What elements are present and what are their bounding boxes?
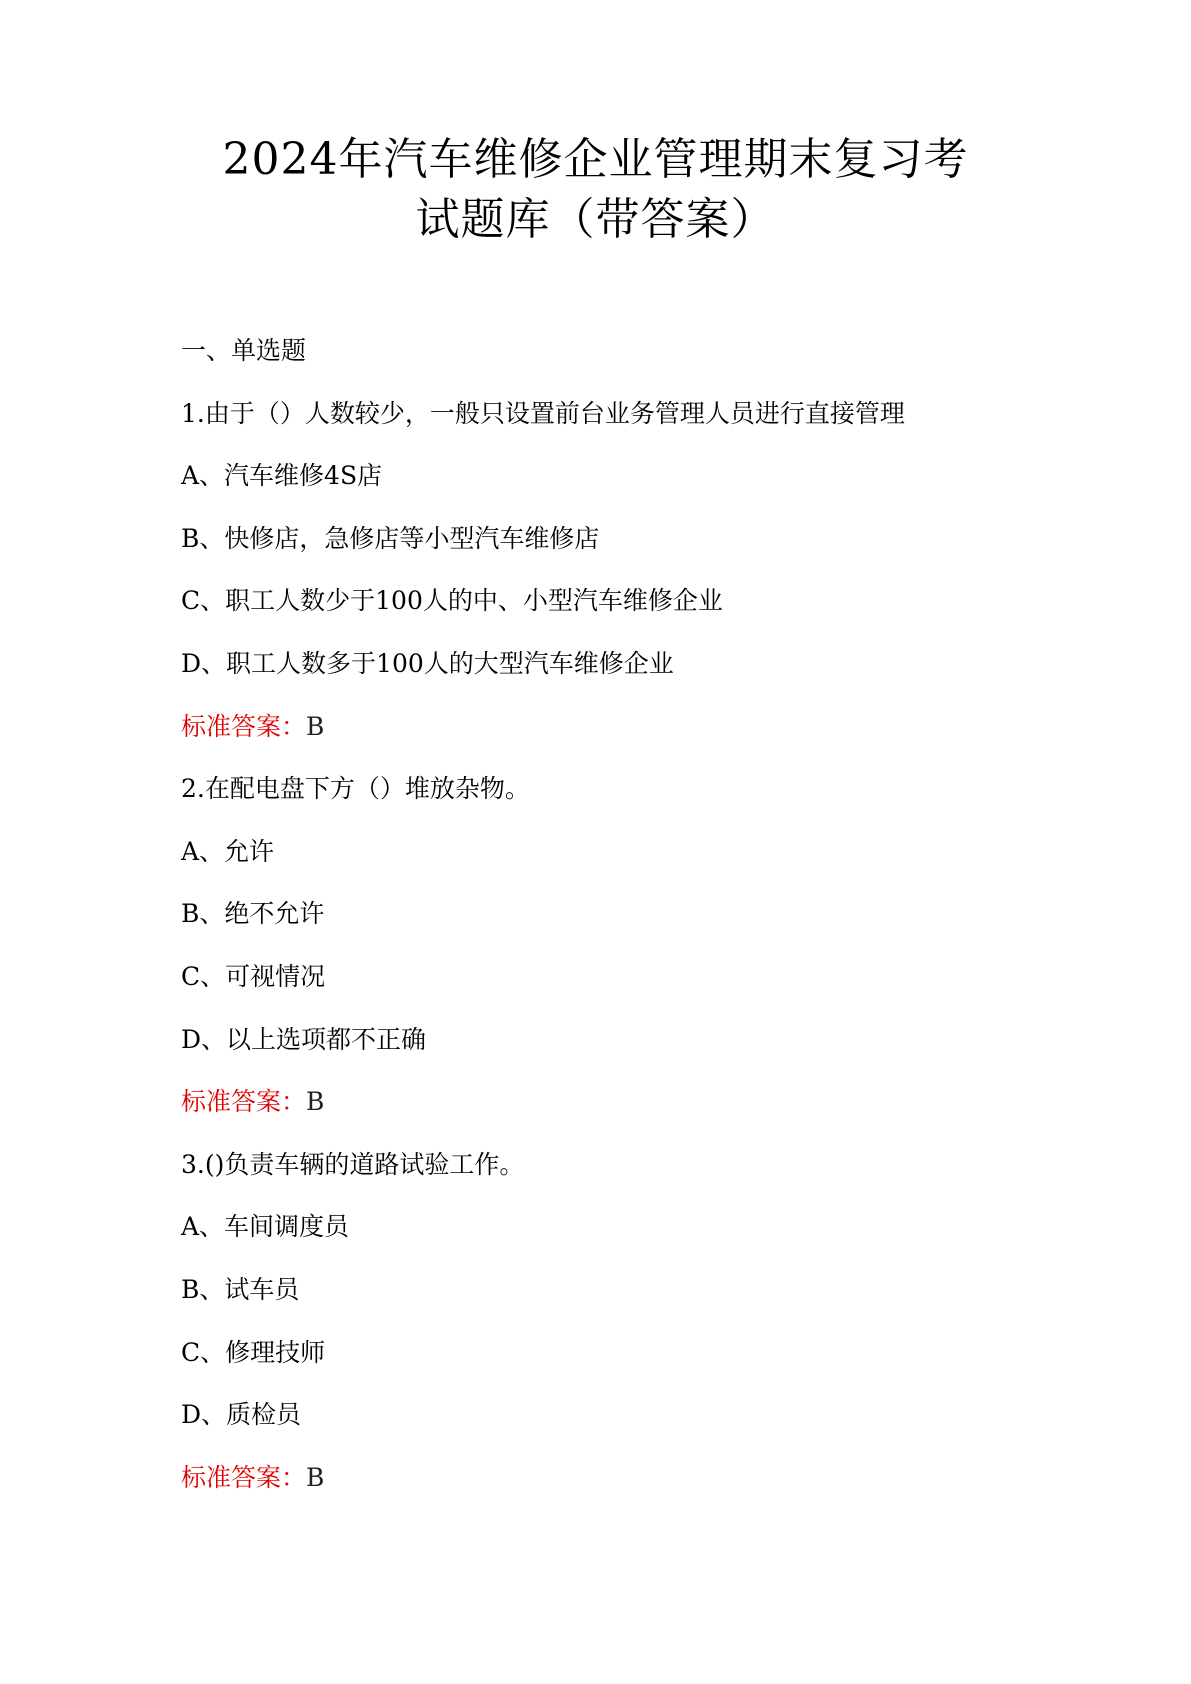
question-option: C、修理技师: [181, 1337, 326, 1367]
document-body: [181, 334, 1081, 1523]
document-title-line-1: 2024年汽车维修企业管理期末复习考: [222, 134, 969, 185]
section-heading: 一、单选题: [181, 336, 307, 365]
question-option: A、车间调度员: [181, 1212, 350, 1242]
question-stem: 2.在配电盘下方（）堆放杂物。: [181, 774, 530, 804]
question-option: D、质检员: [181, 1400, 302, 1430]
question-stem: 1.由于（）人数较少，一般只设置前台业务管理人员进行直接管理: [181, 398, 905, 428]
question-option: C、职工人数少于100人的中、小型汽车维修企业: [181, 586, 723, 616]
document-title-line-2: 试题库（带答案）: [415, 194, 776, 245]
question-option: D、以上选项都不正确: [181, 1024, 427, 1054]
question-option: A、允许: [181, 836, 275, 866]
question-option: A、汽车维修4S店: [181, 461, 383, 491]
question-option: B、快修店，急修店等小型汽车维修店: [181, 523, 600, 553]
question-option: D、职工人数多于100人的大型汽车维修企业: [181, 648, 674, 678]
standard-answer: [181, 710, 1081, 773]
answer-value: B: [306, 1087, 325, 1117]
answer-value: B: [306, 1462, 325, 1492]
standard-answer: [181, 1085, 1081, 1148]
standard-answer: [181, 1461, 1081, 1524]
question-option: B、试车员: [181, 1274, 300, 1304]
answer-label: 标准答案：: [181, 711, 307, 741]
question-stem: 3.()负责车辆的道路试验工作。: [181, 1149, 525, 1179]
question-option: B、绝不允许: [181, 899, 325, 929]
answer-value: B: [306, 711, 325, 741]
answer-label: 标准答案：: [181, 1462, 307, 1492]
question-option: C、可视情况: [181, 961, 326, 991]
answer-label: 标准答案：: [181, 1087, 307, 1117]
